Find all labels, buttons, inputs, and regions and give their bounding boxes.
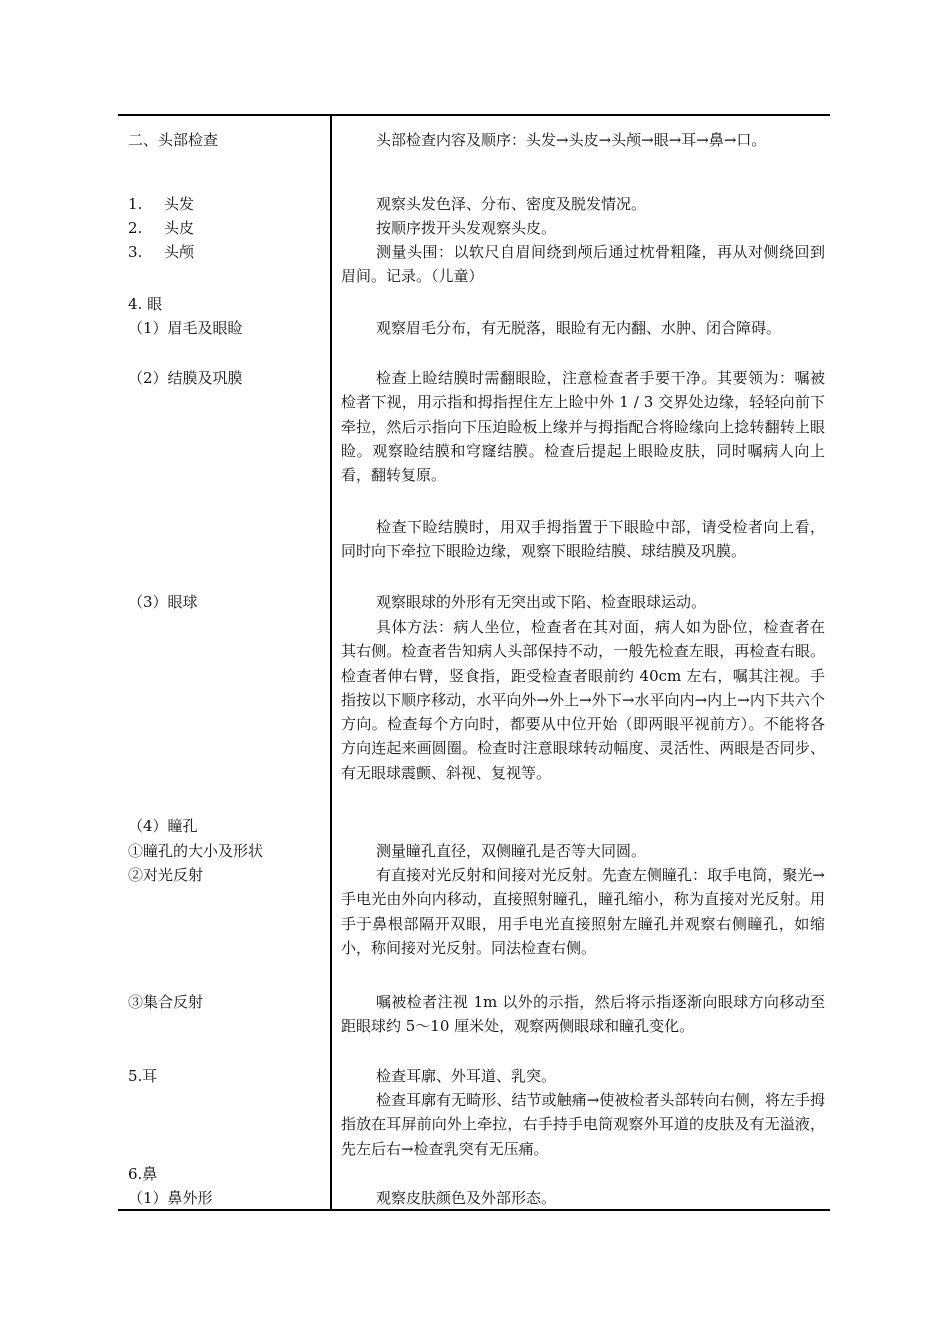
item-light-reflex: ②对光反射 [128,866,204,884]
item-skull [128,240,194,264]
item-number: 2. [128,219,143,237]
item-eye-conjunctiva: （2）结膜及巩膜 [128,369,243,387]
item-eye: 4. 眼 [128,295,163,313]
item-hair [128,192,194,216]
item-nose-shape: （1）鼻外形 [128,1189,213,1207]
ear-method-paragraph: 检查耳廓有无畸形、结节或触痛→使被检者头部转向右侧，将左手拇指放在耳屏前向外上牵拉，右手持手电筒观察外耳道的皮肤及有无溢液，先左后右→检查乳突有无压痛。 [341,1091,825,1158]
item-label: 头发 [164,195,195,213]
item-number: 1. [128,195,143,213]
item-pupil-size: ①瞳孔的大小及形状 [128,842,264,860]
convergence-paragraph: 嘱被检者注视 1m 以外的示指，然后将示指逐渐向眼球方向移动至距眼球约 5～10 厘米处，观察两侧眼球和瞳孔变化。 [341,993,825,1036]
item-number: 3. [128,243,143,261]
intro-paragraph: 头部检查内容及顺序：头发→头皮→头颅→眼→耳→鼻→口。 [376,131,767,149]
eyeball-method-paragraph: 具体方法：病人坐位，检查者在其对面，病人如为卧位，检查者在其右侧。检查者告知病人头部保持不动，一般先检查左眼，再检查右眼。检查者伸右臂，竖食指，距受检查者眼前约 40cm 左右，嘱其注视。手指按以下顺序移动，水平向外→外上→外下→水平向内→内上→内下共六个方向。检查每个方向时，都要从中位开始（即两眼平视前方）。不能将各方向连起来画圆圈。检查时注意眼球转动幅度、灵活性、两眼是否同步、有无眼球震颤、斜视、复视等。 [341,618,825,782]
table-top-rule [118,114,830,116]
column-divider [330,114,332,1210]
scalp-paragraph: 按顺序拨开头发观察头皮。 [376,219,557,237]
hair-paragraph: 观察头发色泽、分布、密度及脱发情况。 [376,195,647,213]
ear-paragraph: 检查耳廓、外耳道、乳突。 [376,1067,557,1085]
eyelid-paragraph: 观察眉毛分布，有无脱落，眼睑有无内翻、水肿、闭合障碍。 [376,319,782,337]
item-scalp [128,216,194,240]
item-nose: 6.鼻 [128,1165,158,1183]
item-ear: 5.耳 [128,1067,158,1085]
eyeball-paragraph: 观察眼球的外形有无突出或下陷、检查眼球运动。 [376,593,707,611]
item-label: 头皮 [164,219,195,237]
skull-paragraph: 测量头围：以软尺自眉间绕到颅后通过枕骨粗隆，再从对侧绕回到眉间。记录。（儿童） [341,243,825,286]
upper-conjunctiva-paragraph: 检查上睑结膜时需翻眼睑，注意检查者手要干净。其要领为：嘱被检者下视，用示指和拇指捏住左上睑中外 1 / 3 交界处边缘，轻轻向前下牵拉，然后示指向下压迫睑板上缘并与拇指配合将睑缘向上捻转翻转上眼睑。观察睑结膜和穹窿结膜。检查后提起上眼睑皮肤，同时嘱病人向上看，翻转复原。 [341,369,825,485]
section-heading: 二、头部检查 [128,131,219,149]
item-eye-eyeball: （3）眼球 [128,593,198,611]
light-reflex-paragraph: 有直接对光反射和间接对光反射。先查左侧瞳孔：取手电筒，聚光→手电光由外向内移动，直接照射瞳孔，瞳孔缩小，称为直接对光反射。用手于鼻根部隔开双眼，用手电光直接照射左瞳孔并观察右侧瞳孔，如缩小，称间接对光反射。同法检查右侧。 [341,866,825,957]
nose-shape-paragraph: 观察皮肤颜色及外部形态。 [376,1189,557,1207]
item-label: 头颅 [164,243,195,261]
lower-conjunctiva-paragraph: 检查下睑结膜时，用双手拇指置于下眼睑中部，请受检者向上看，同时向下牵拉下眼睑边缘，观察下眼睑结膜、球结膜及巩膜。 [341,518,825,561]
item-convergence: ③集合反射 [128,993,204,1011]
item-eye-pupil: （4）瞳孔 [128,817,198,835]
item-eye-eyelid: （1）眉毛及眼睑 [128,319,243,337]
pupil-size-paragraph: 测量瞳孔直径，双侧瞳孔是否等大同圆。 [376,842,647,860]
